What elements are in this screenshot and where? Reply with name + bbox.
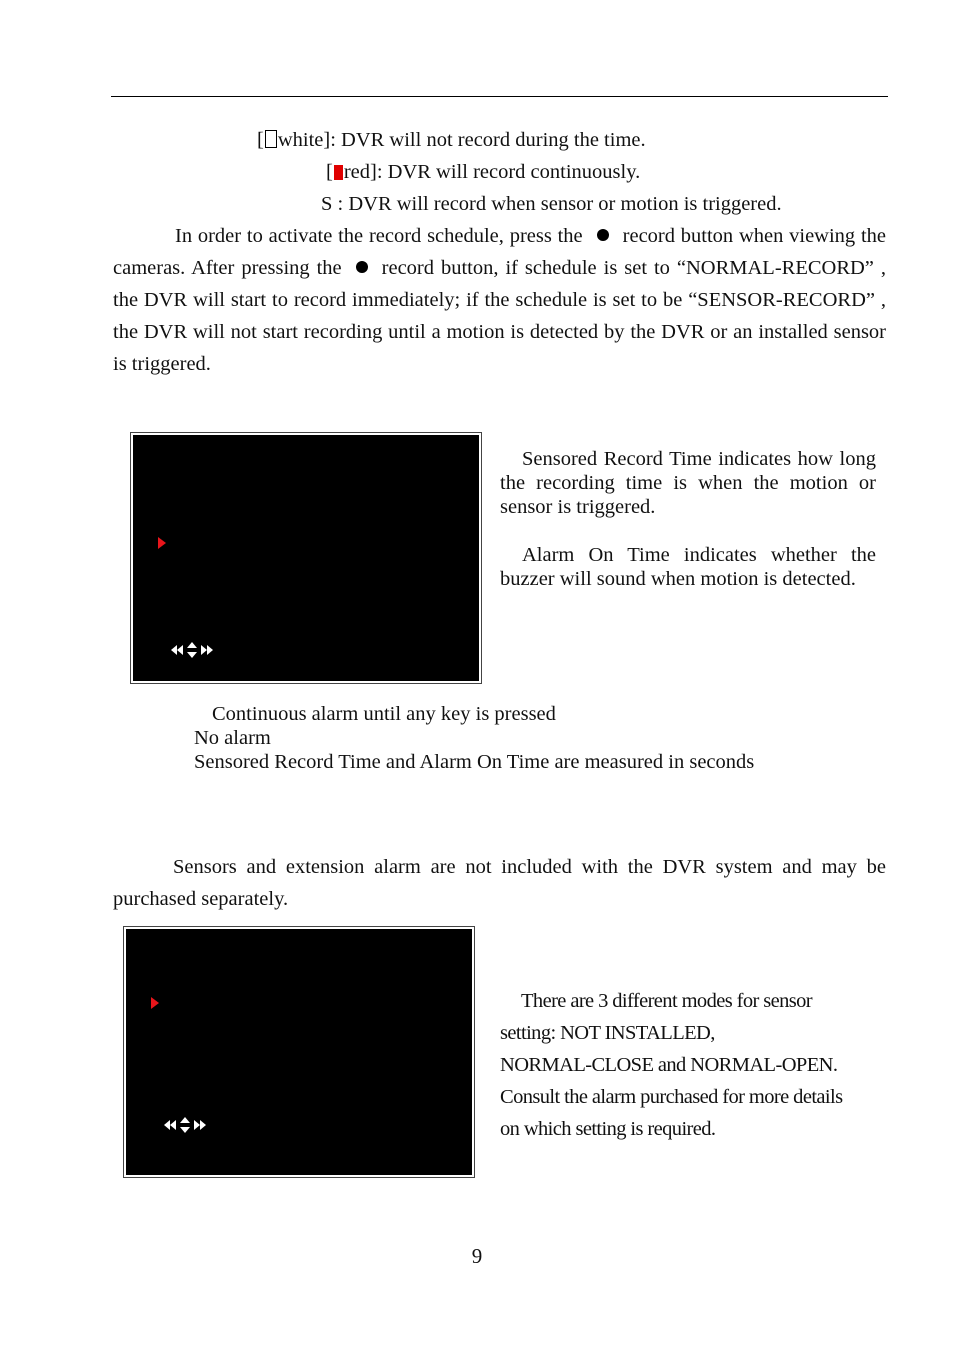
white-swatch-icon bbox=[265, 130, 277, 148]
legend-sensor: S : DVR will record when sensor or motion is triggered. bbox=[321, 193, 782, 215]
page-number: 9 bbox=[471, 1244, 483, 1268]
alarm-on-time-desc: Alarm On Time indicates whether the buzzer will sound when motion is detected. bbox=[500, 544, 876, 590]
selection-arrow-icon bbox=[158, 537, 166, 549]
navigation-arrows-icon bbox=[168, 639, 218, 661]
legend-white: [ white]: DVR will not record during the time. bbox=[257, 129, 646, 151]
record-dot-icon bbox=[597, 229, 609, 241]
legend-red: [ red]: DVR will record continuously. bbox=[326, 161, 641, 183]
record-setup-screen bbox=[133, 435, 479, 681]
navigation-arrows-icon bbox=[161, 1114, 211, 1136]
sensor-paragraph: Sensors and extension alarm are not included with the DVR system and may be purchased separately. bbox=[113, 856, 886, 910]
note-no-alarm: No alarm bbox=[194, 727, 271, 749]
sensor-side-text: There are 3 different modes for sensor setting: NOT INSTALLED, NORMAL-CLOSE and NORMAL-OPEN. Consult the alarm purchased for more details on which setting is required. bbox=[500, 990, 843, 1140]
sensor-setup-screen bbox=[126, 929, 472, 1175]
record-side-text bbox=[500, 447, 876, 591]
sensored-record-time-desc: Sensored Record Time indicates how long the recording time is when the motion or sensor is triggered. bbox=[500, 448, 876, 518]
record-dot-icon bbox=[356, 261, 368, 273]
header-rule bbox=[111, 96, 888, 97]
note-seconds: Sensored Record Time and Alarm On Time are measured in seconds bbox=[194, 751, 755, 773]
red-swatch-icon bbox=[334, 165, 343, 180]
selection-arrow-icon bbox=[151, 997, 159, 1009]
note-continuous-alarm: Continuous alarm until any key is pressed bbox=[212, 703, 556, 725]
intro-paragraph: In order to activate the record schedule, press the record button when viewing the cameras. After pressing the record button, if schedule is set to “NORMAL-RECORD” , the DVR will start to record immediately; if the schedule is set to be “SENSOR-RECORD” , the DVR will not start recording until a motion is detected by the DVR or an installed sensor is triggered. bbox=[113, 225, 886, 375]
